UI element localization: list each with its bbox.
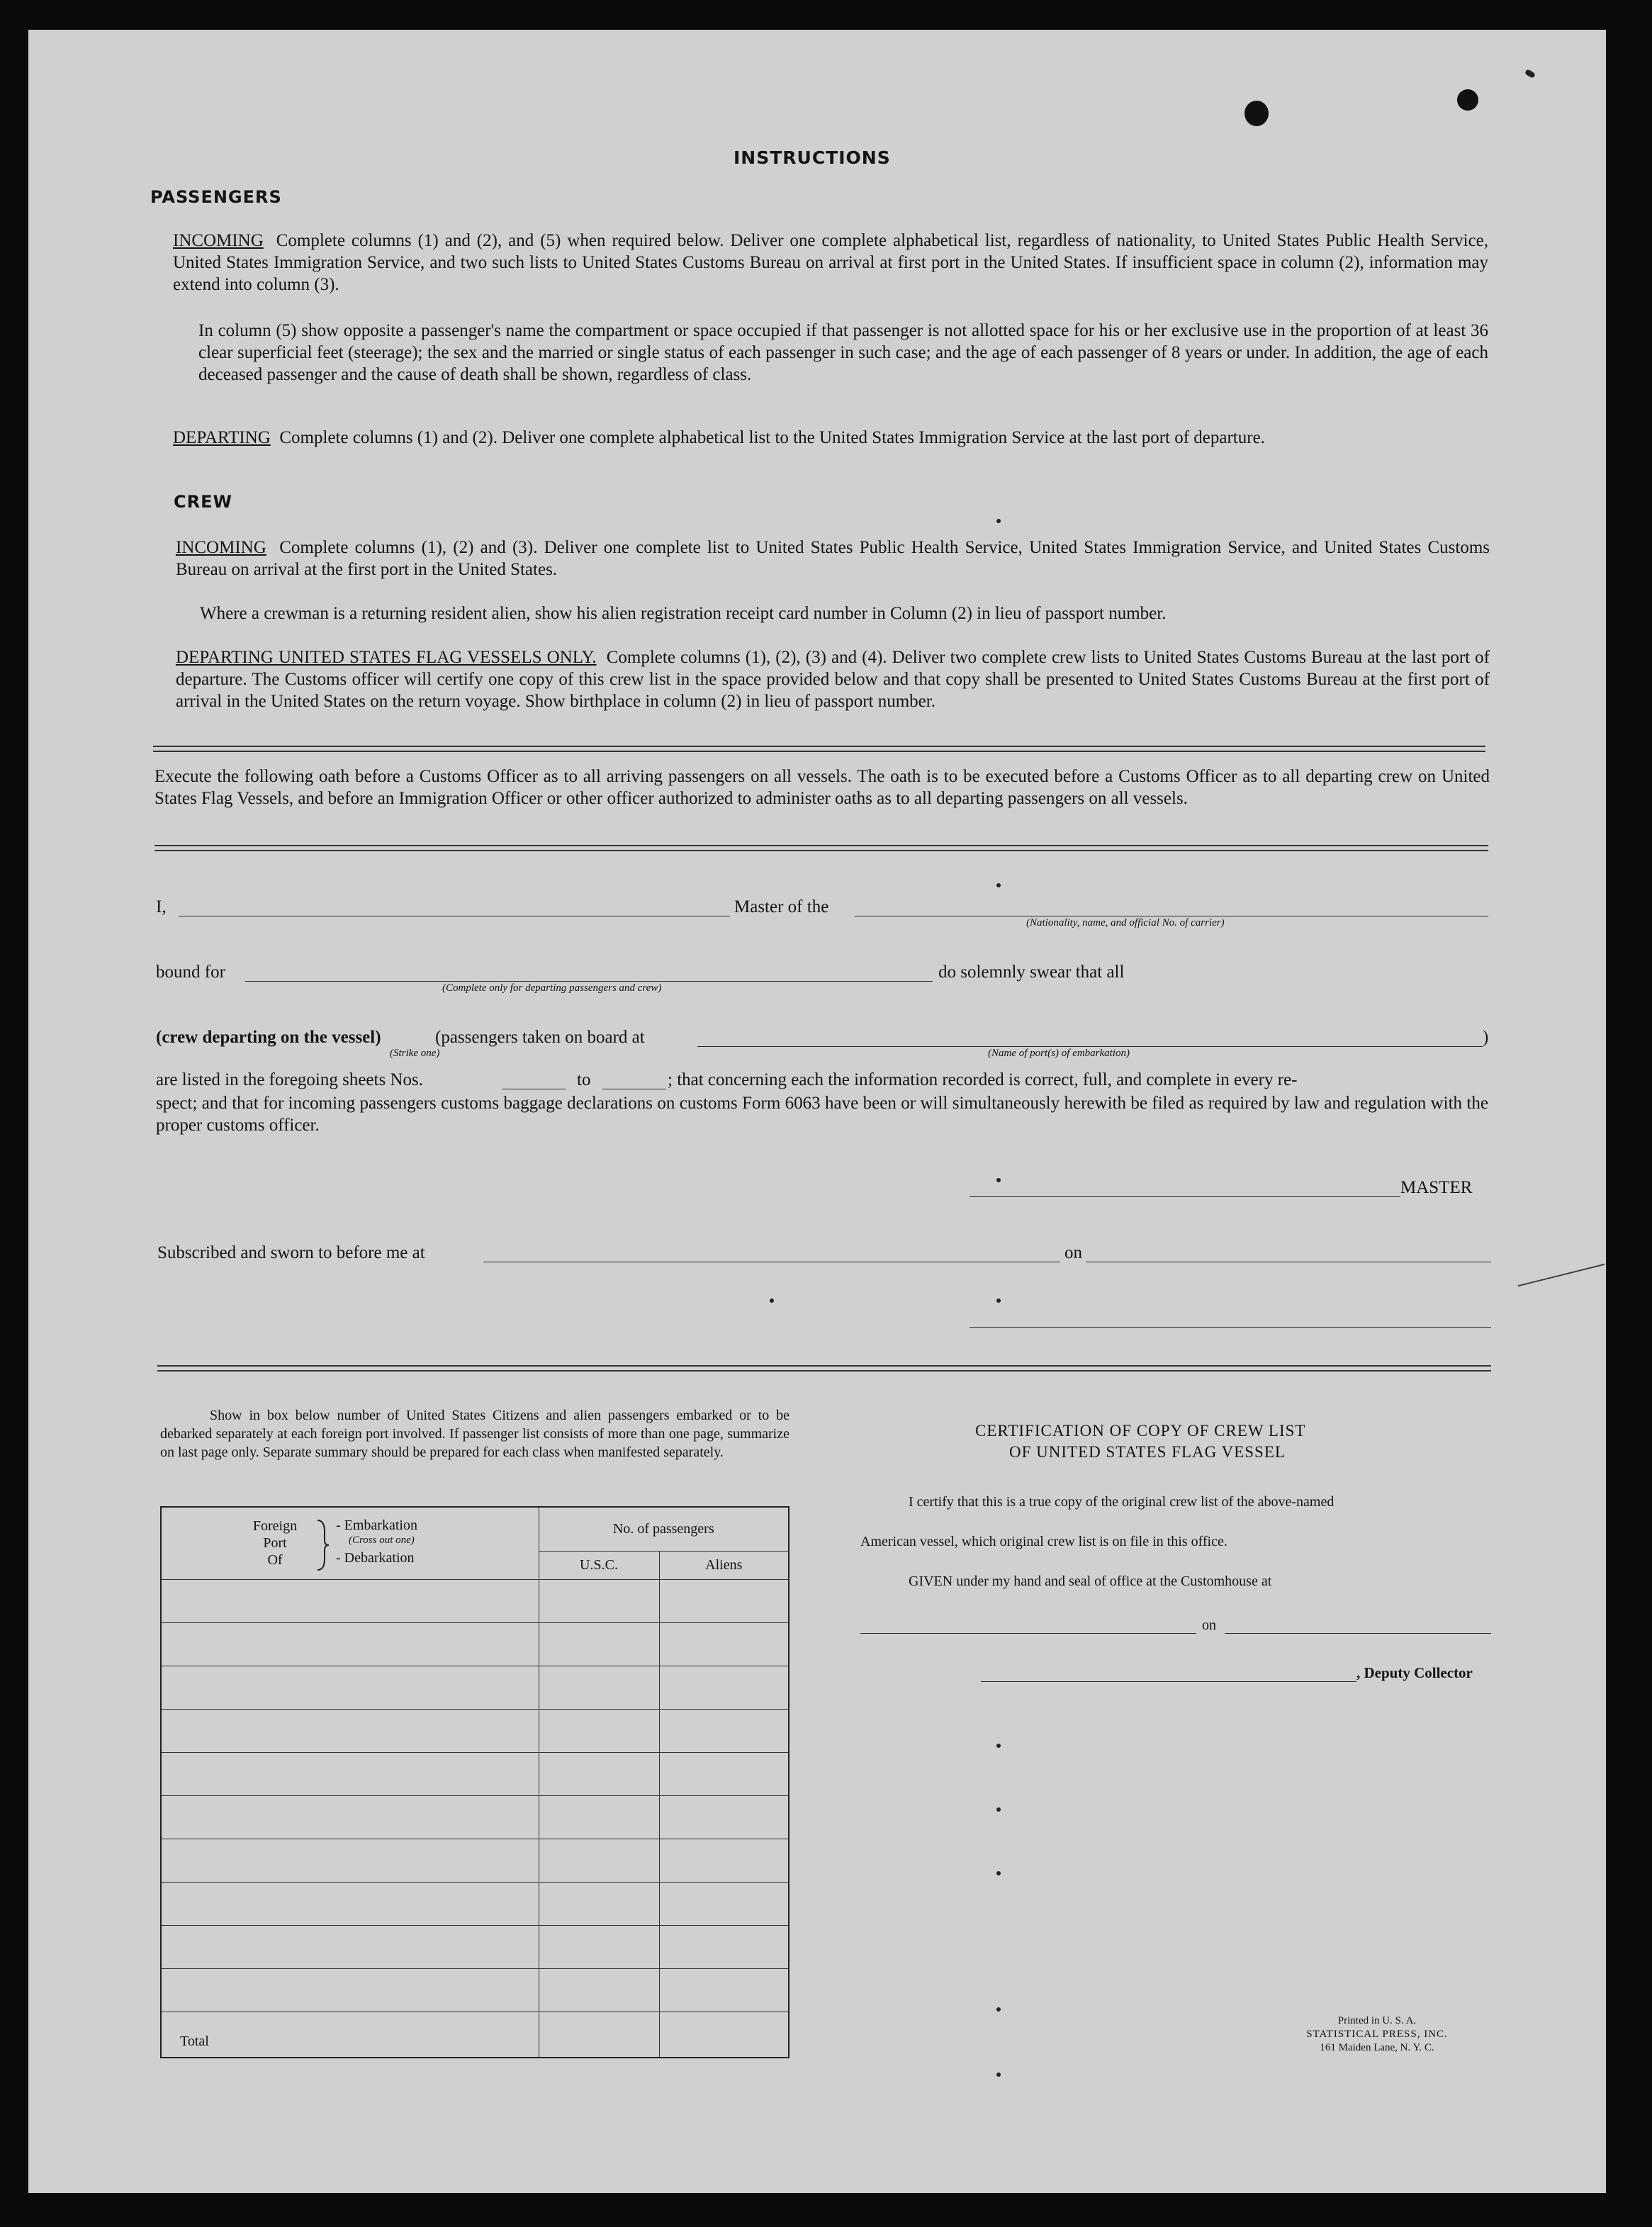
paper-crease: [1518, 1264, 1605, 1286]
table-row: [161, 1666, 789, 1709]
port-cell[interactable]: [161, 1883, 539, 1926]
table-row: [161, 1926, 789, 1969]
crew-departing-label: DEPARTING UNITED STATES FLAG VESSELS ONLY.: [176, 648, 597, 667]
crew-departing-text: Complete columns (1), (2), (3) and (4). Deliver two complete crew lists to United States Customs Bureau at the last port of departure. The Customs officer will certify one copy of this crew list in the space provided below and that copy shall be presented to United States Customs Bureau at the first port of arrival in the United States on the return voyage. Show birthplace in column (2) in lieu of passport number.: [176, 648, 1490, 711]
usc-cell[interactable]: [539, 1926, 659, 1969]
aliens-total-cell[interactable]: [659, 2012, 789, 2058]
ports-hint: (Name of port(s) of embarkation): [988, 1048, 1130, 1059]
table-header-row: [161, 1507, 789, 1551]
passengers-departing-label: DEPARTING: [173, 428, 271, 447]
deputy-collector-signature-field[interactable]: [981, 1681, 1356, 1682]
listed-suffix: ; that concerning each the information recorded is correct, full, and complete in every re-: [668, 1070, 1298, 1089]
summary-instructions: Show in box below number of United States Citizens and alien passengers embarked or to be debarked separately at each foreign port involved. If passenger list consists of more than one page, summarize on last page only. Separate summary should be prepared for each class when manifested separately.: [160, 1408, 790, 1460]
scan-dot: [996, 2007, 1001, 2012]
port-cell[interactable]: [161, 1666, 539, 1709]
port-cell[interactable]: [161, 1926, 539, 1969]
scan-dot: [770, 1298, 774, 1303]
usc-cell[interactable]: [539, 1796, 659, 1839]
certification-title-line1: CERTIFICATION OF COPY OF CREW LIST: [975, 1422, 1306, 1440]
aliens-cell[interactable]: [659, 1883, 789, 1926]
of-label: Of: [267, 1552, 283, 1568]
passengers-departing-text: Complete columns (1) and (2). Deliver one complete alphabetical list to the United States Immigration Service at the last port of departure.: [279, 428, 1265, 447]
master-of-label: Master of the: [734, 897, 829, 916]
certification-date-field[interactable]: [1225, 1633, 1491, 1634]
scan-dot: [996, 1807, 1001, 1812]
listed-prefix: are listed in the foregoing sheets Nos.: [156, 1070, 423, 1089]
crew-departing-paragraph: [176, 646, 1490, 712]
crew-heading: CREW: [174, 492, 232, 512]
divider-rule: [154, 845, 1488, 851]
usc-cell[interactable]: [539, 1752, 659, 1795]
aliens-cell[interactable]: [659, 1666, 789, 1709]
officer-signature-field[interactable]: [970, 1327, 1491, 1328]
execute-oath-paragraph: Execute the following oath before a Customs Officer as to all arriving passengers on all vessels. The oath is to be executed before a Customs Officer as to all departing crew on United States Flag Vessels, and before an Immigration Officer or other officer authorized to administer oaths as to all departing passengers on all vessels.: [154, 767, 1490, 808]
aliens-cell[interactable]: [659, 1796, 789, 1839]
aliens-cell[interactable]: [659, 1622, 789, 1666]
ink-blot: [1457, 89, 1478, 111]
complete-only-hint: (Complete only for departing passengers and crew): [442, 982, 662, 994]
divider-rule: [157, 1365, 1491, 1371]
aliens-cell[interactable]: [659, 1839, 789, 1883]
debarkation-label: - Debarkation: [336, 1550, 415, 1566]
bound-for-label: bound for: [156, 963, 225, 982]
crew-incoming-paragraph: [176, 537, 1490, 580]
port-cell[interactable]: [161, 1622, 539, 1666]
close-paren: ): [1483, 1028, 1489, 1047]
usc-cell[interactable]: [539, 1666, 659, 1709]
table-row: [161, 1709, 789, 1752]
listed-continuation: spect; and that for incoming passengers customs baggage declarations on customs Form 6063 have been or will simultaneously herewith be filed as required by law and regulation with the proper customs officer.: [156, 1094, 1488, 1135]
scan-dot: [996, 1298, 1001, 1303]
scan-dot: [996, 519, 1001, 523]
no-of-passengers-header: No. of passengers: [539, 1507, 789, 1551]
passengers-taken-option: (passengers taken on board at: [435, 1028, 645, 1047]
printer-imprint: [1283, 2014, 1471, 2055]
foreign-port-header: [161, 1507, 539, 1579]
ink-mark: [1524, 69, 1536, 79]
port-label: Port: [263, 1535, 287, 1551]
deputy-collector-label: , Deputy Collector: [1356, 1664, 1473, 1681]
ink-blot: [1244, 101, 1269, 126]
brace-icon: [316, 1519, 330, 1571]
scan-dot: [996, 883, 1001, 887]
table-row: [161, 1622, 789, 1666]
scan-dot: [996, 2072, 1001, 2077]
crew-incoming-label: INCOMING: [176, 538, 266, 557]
usc-total-cell[interactable]: [539, 2012, 659, 2058]
nationality-hint: (Nationality, name, and official No. of carrier): [1026, 917, 1225, 929]
subscribed-label: Subscribed and sworn to before me at: [157, 1243, 425, 1262]
passengers-incoming-text: Complete columns (1) and (2), and (5) when required below. Deliver one complete alphabetical list, regardless of nationality, to United States Public Health Service, United States Immigration Service, and two such lists to United States Customs Bureau on arrival at first port in the United States. If insufficient space in column (2), information may extend into column (3).: [173, 231, 1489, 294]
table-row: [161, 1796, 789, 1839]
divider-rule: [153, 746, 1485, 752]
port-cell[interactable]: [161, 1579, 539, 1622]
port-cell[interactable]: [161, 1709, 539, 1752]
embarkation-port-field[interactable]: [697, 1046, 1483, 1047]
certify-line2: American vessel, which original crew list is on file in this office.: [860, 1534, 1227, 1549]
scan-dot: [996, 1178, 1001, 1182]
instructions-title: INSTRUCTIONS: [734, 147, 891, 168]
table-row: [161, 1579, 789, 1622]
certify-line1: I certify that this is a true copy of the original crew list of the above-named: [909, 1494, 1334, 1510]
bound-for-field[interactable]: [245, 981, 933, 982]
customhouse-field[interactable]: [860, 1633, 1196, 1634]
foreign-label: Foreign: [252, 1518, 298, 1534]
crew-resident-paragraph: Where a crewman is a returning resident alien, show his alien registration receipt card number in Column (2) in lieu of passport number.: [200, 604, 1167, 623]
port-cell[interactable]: [161, 1796, 539, 1839]
certification-on-label: on: [1202, 1617, 1216, 1633]
printer-line3: 161 Maiden Lane, N. Y. C.: [1320, 2042, 1434, 2053]
printer-line1: Printed in U. S. A.: [1337, 2015, 1417, 2026]
to-label: to: [577, 1070, 591, 1089]
port-cell[interactable]: [161, 1752, 539, 1795]
given-text: GIVEN under my hand and seal of office at the Customhouse at: [909, 1574, 1272, 1589]
port-cell[interactable]: [161, 1969, 539, 2012]
certification-title-line2: OF UNITED STATES FLAG VESSEL: [1009, 1443, 1286, 1461]
passengers-incoming-paragraph: [173, 230, 1488, 296]
master-signature-field[interactable]: [970, 1196, 1400, 1197]
scan-dot: [996, 1871, 1001, 1875]
aliens-cell[interactable]: [659, 1579, 789, 1622]
usc-cell[interactable]: [539, 1709, 659, 1752]
cross-out-hint: (Cross out one): [349, 1535, 415, 1546]
aliens-cell[interactable]: [659, 1926, 789, 1969]
usc-header: U.S.C.: [539, 1551, 659, 1579]
crew-departing-option: (crew departing on the vessel): [156, 1028, 381, 1047]
usc-cell[interactable]: [539, 1839, 659, 1883]
scan-dot: [996, 1744, 1001, 1748]
embarkation-label: - Embarkation: [336, 1518, 417, 1533]
passenger-summary-table: [160, 1506, 790, 2058]
usc-cell[interactable]: [539, 1622, 659, 1666]
strike-hint: (Strike one): [390, 1048, 440, 1059]
total-label: Total: [161, 2012, 539, 2058]
port-cell[interactable]: [161, 1839, 539, 1883]
document-page: [28, 30, 1606, 2193]
passengers-incoming-label: INCOMING: [173, 231, 264, 250]
passengers-heading: PASSENGERS: [150, 187, 282, 207]
table-row: [161, 1752, 789, 1795]
swear-label: do solemnly swear that all: [938, 963, 1125, 982]
aliens-cell[interactable]: [659, 1969, 789, 2012]
column5-paragraph: In column (5) show opposite a passenger's name the compartment or space occupied if that passenger is not allotted space for his or her exclusive use in the proportion of at least 36 clear superficial feet (steerage); the sex and the married or single status of each passenger in such case; and the age of each passenger of 8 years or under. In addition, the age of each deceased passenger and the cause of death shall be shown, regardless of class.: [198, 321, 1488, 384]
usc-cell[interactable]: [539, 1969, 659, 2012]
usc-cell[interactable]: [539, 1883, 659, 1926]
usc-cell[interactable]: [539, 1579, 659, 1622]
table-row: [161, 1883, 789, 1926]
total-row: [161, 2012, 789, 2058]
passengers-departing-paragraph: [173, 427, 1488, 449]
printer-line2: STATISTICAL PRESS, INC.: [1306, 2029, 1448, 2040]
crew-incoming-text: Complete columns (1), (2) and (3). Deliver one complete list to United States Public Health Service, United States Immigration Service, and United States Customs Bureau on arrival at the first port in the United States.: [176, 538, 1490, 579]
master-label: MASTER: [1400, 1178, 1473, 1197]
aliens-cell[interactable]: [659, 1709, 789, 1752]
i-label: I,: [156, 897, 167, 916]
sworn-on-label: on: [1064, 1243, 1082, 1262]
table-row: [161, 1839, 789, 1883]
table-row: [161, 1969, 789, 2012]
aliens-header: Aliens: [659, 1551, 789, 1579]
aliens-cell[interactable]: [659, 1752, 789, 1795]
